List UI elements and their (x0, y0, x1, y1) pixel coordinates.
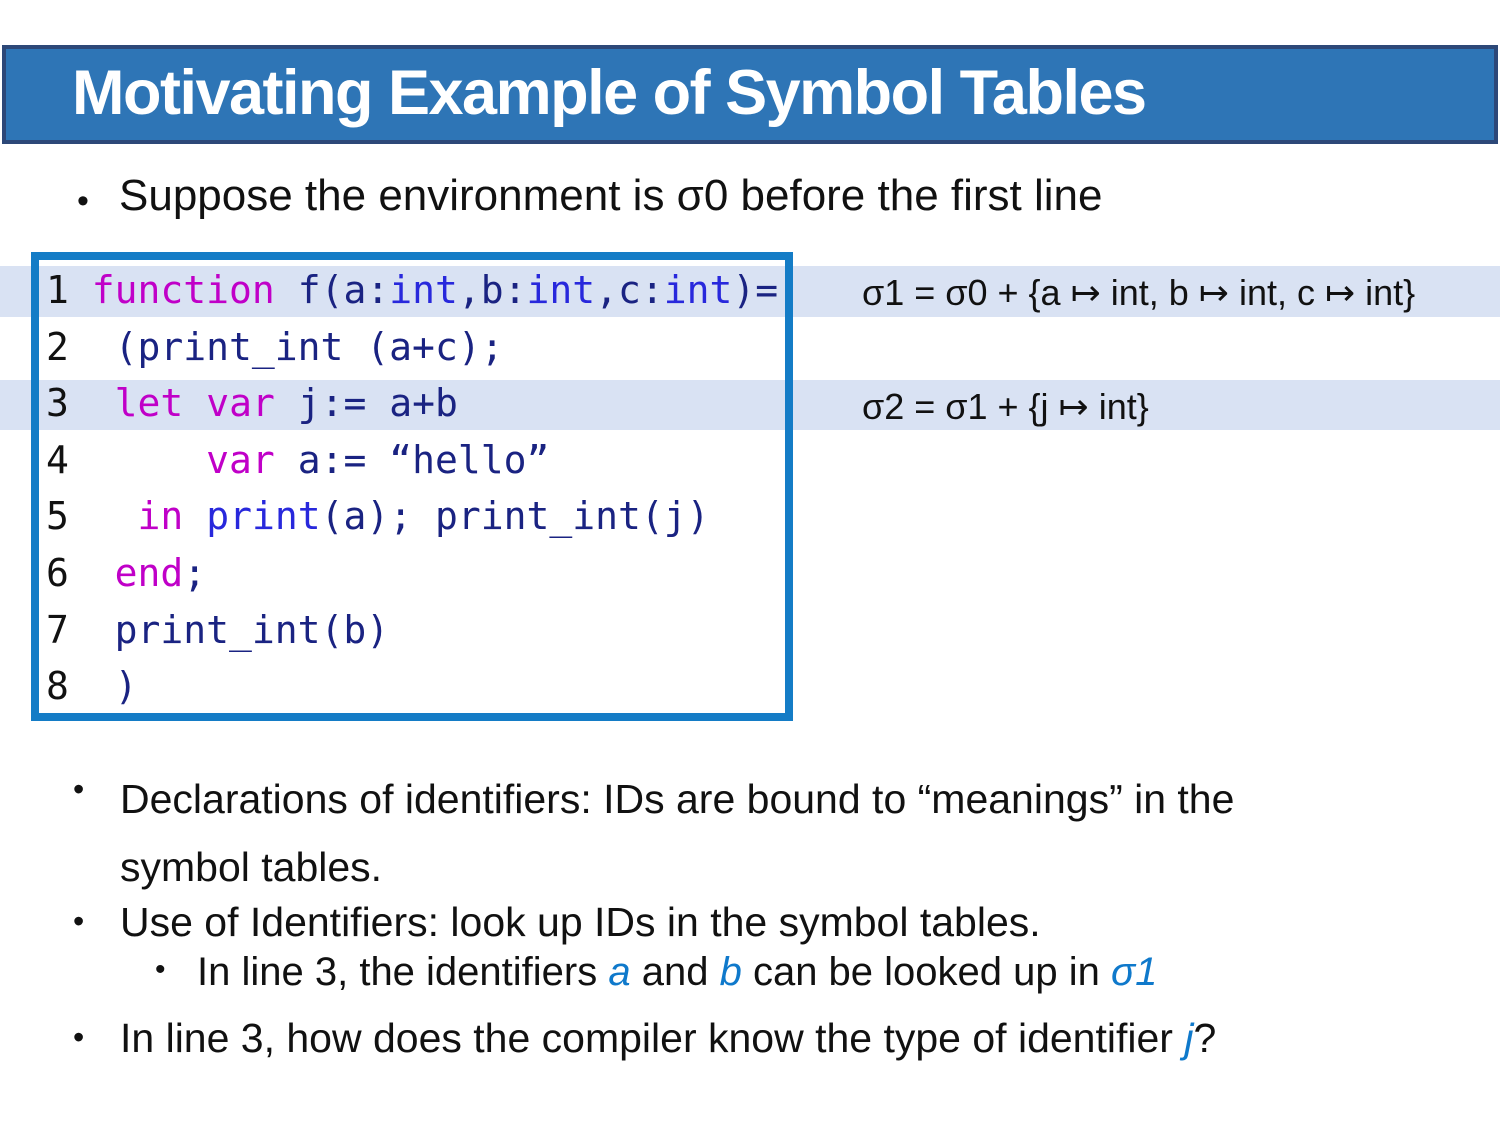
bullet-dot: • (73, 903, 85, 939)
bullet-row (73, 765, 1234, 901)
code-line-number: 7 (46, 607, 69, 652)
env-annotation-1: σ1 = σ0 + {a ↦ int, b ↦ int, c ↦ int} (862, 272, 1416, 313)
code-token: ,c: (595, 268, 664, 312)
code-line-1 (46, 262, 778, 319)
code-token: ; (183, 550, 207, 595)
bullet-text (120, 1013, 1216, 1063)
code-line-6 (46, 545, 778, 602)
intro-bullet (77, 170, 1103, 227)
bullet-run: symbol tables. (120, 844, 383, 890)
identifier-emphasis: j (1184, 1015, 1194, 1061)
code-token: (print_int (a+c); (68, 324, 504, 369)
code-line-8 (46, 658, 778, 715)
code-line-4 (46, 432, 778, 489)
bullet-run: ? (1193, 1015, 1217, 1061)
code-line-5 (46, 488, 778, 545)
code-token: f(a: (274, 268, 390, 312)
code-line-number: 3 (46, 381, 69, 426)
bullet-text (120, 897, 1041, 947)
code-token (69, 551, 115, 595)
code-token: var (206, 437, 275, 482)
code-token (183, 381, 206, 425)
code-token: function (91, 268, 275, 312)
bullet-run: In line 3, how does the compiler know the type of identifier (120, 1015, 1185, 1061)
identifier-emphasis: a (608, 950, 631, 994)
code-listing (46, 262, 778, 715)
code-token: j:= a+b (274, 381, 458, 426)
code-line-number: 4 (46, 437, 69, 482)
code-line-7 (46, 602, 778, 659)
bullet-dot: • (155, 953, 166, 986)
code-token: print_int(b) (68, 607, 390, 652)
bullet-dot: • (73, 1019, 85, 1055)
code-token: ) (68, 664, 138, 709)
identifier-emphasis: σ1 (1111, 950, 1158, 994)
code-token (69, 381, 115, 425)
env-annotation-2: σ2 = σ1 + {j ↦ int} (862, 386, 1149, 427)
code-token: int (526, 268, 596, 312)
code-token: int (663, 268, 733, 312)
bullet-row (155, 947, 1157, 997)
bullet-dot: • (77, 182, 89, 220)
bullet-run: In line 3, the identifiers (197, 950, 609, 994)
bullet-row (73, 1013, 1216, 1063)
bullet-run: and (630, 950, 720, 994)
code-token: in (137, 494, 184, 539)
identifier-emphasis: b (719, 950, 742, 994)
code-token: var (206, 381, 275, 426)
bullet-text (197, 947, 1157, 997)
code-token: end (114, 550, 184, 595)
code-token: print (206, 494, 321, 539)
code-line-number: 6 (46, 550, 69, 595)
code-token (69, 438, 206, 482)
code-line-number: 1 (46, 268, 69, 312)
bullet-dot: • (73, 771, 85, 807)
code-token: int (389, 268, 458, 312)
title-bar (2, 45, 1498, 144)
bullet-run: can be looked up in (741, 950, 1111, 994)
bullet-run: Use of Identifiers: look up IDs in the symbol tables. (120, 899, 1041, 945)
bullet-run: Declarations of identifiers: IDs are bound to “meanings” in the (120, 776, 1235, 822)
code-token (69, 268, 92, 312)
code-line-2 (46, 319, 778, 376)
code-line-number: 5 (46, 494, 69, 539)
slide-title: Motivating Example of Symbol Tables (72, 57, 1146, 128)
code-line-3 (46, 375, 778, 432)
code-line-number: 8 (46, 664, 69, 709)
bullet-row (73, 897, 1041, 947)
intro-bullet-text: Suppose the environment is σ0 before the first line (119, 171, 1103, 220)
code-token: (a); print_int(j) (320, 494, 710, 539)
code-token: a:= “hello” (274, 437, 550, 482)
code-token (183, 494, 206, 538)
code-line-number: 2 (46, 324, 69, 369)
bullet-text (120, 765, 1234, 901)
code-token (69, 494, 138, 538)
code-token: ,b: (457, 268, 527, 312)
code-token: )= (732, 268, 779, 312)
code-token: let (114, 381, 184, 426)
